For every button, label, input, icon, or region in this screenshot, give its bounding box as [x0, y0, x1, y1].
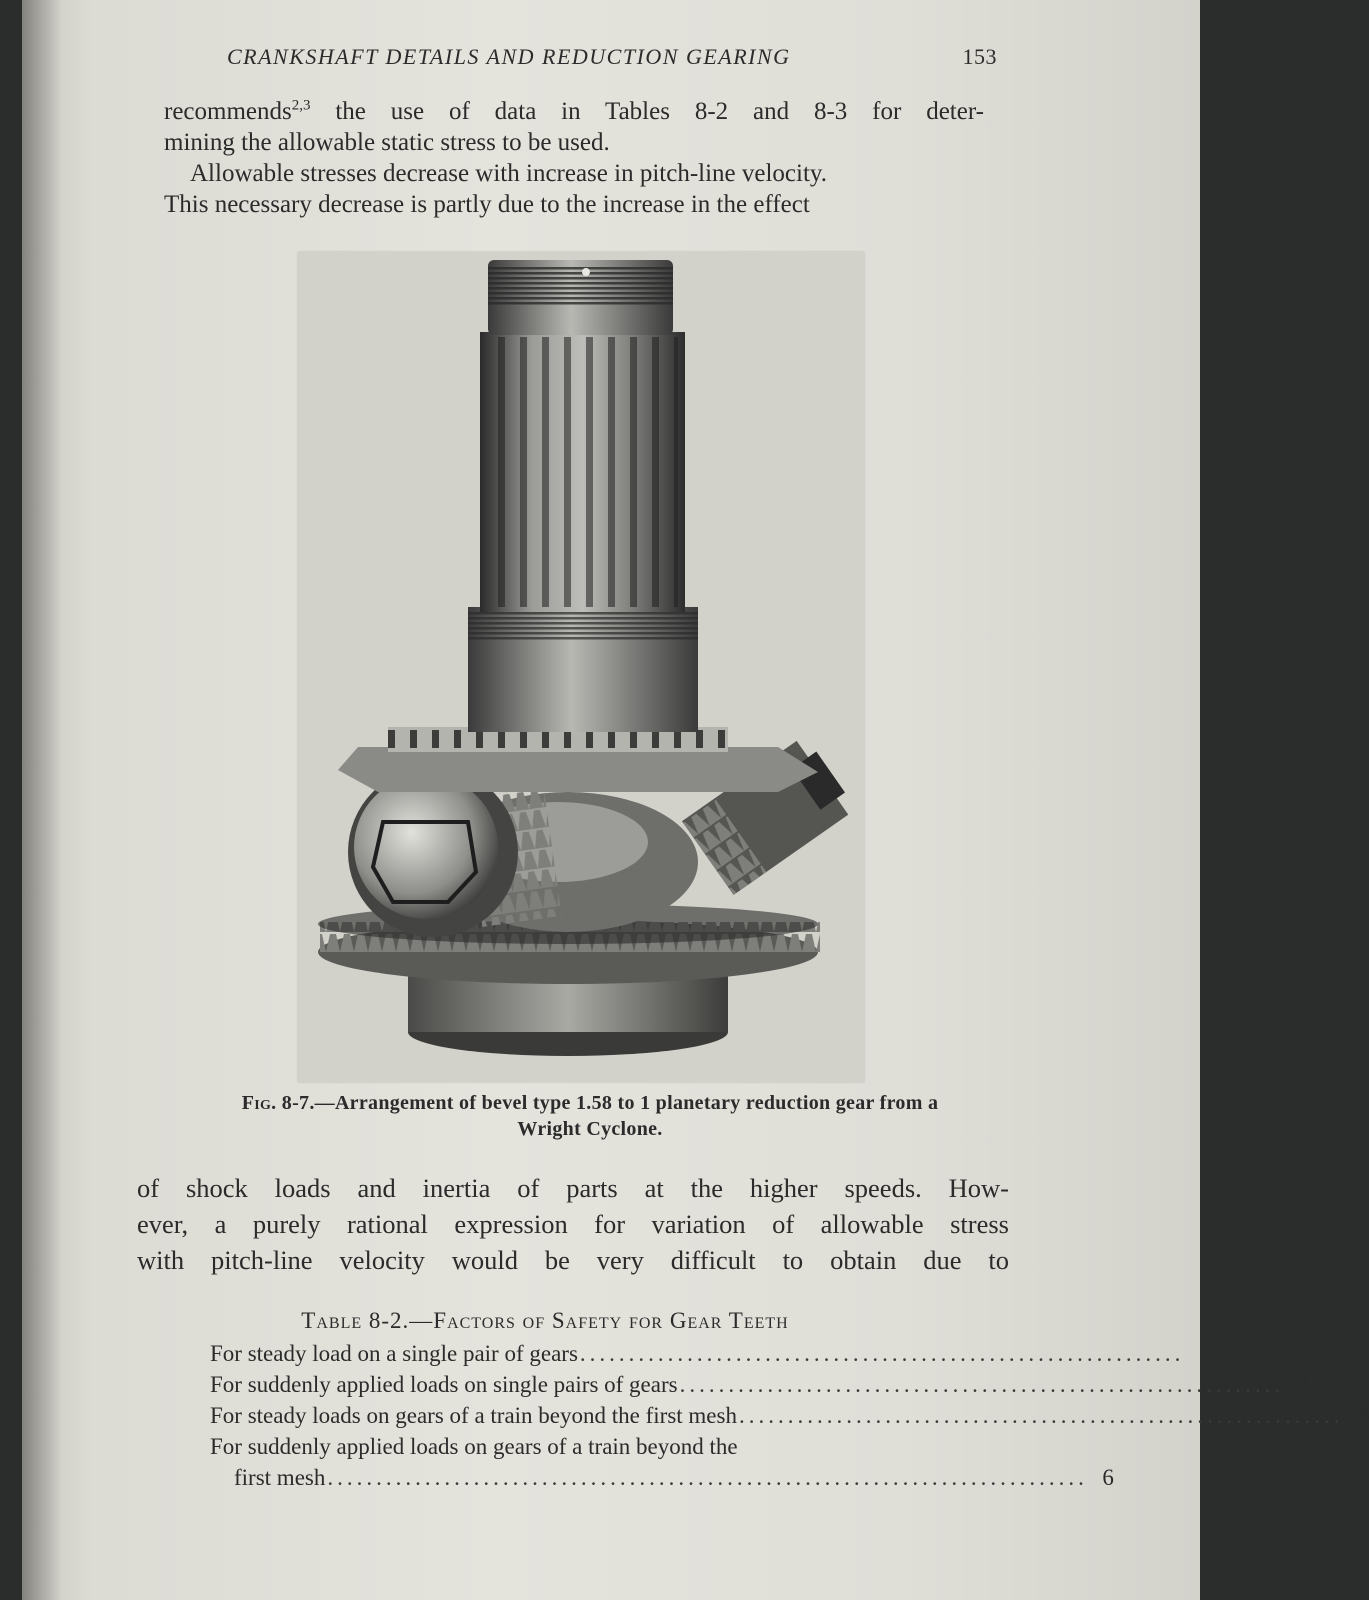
page-number: 153	[962, 44, 997, 69]
planetary-gear-illustration	[298, 252, 864, 1082]
caption-text-line2: Wright Cyclone.	[517, 1118, 663, 1140]
figure-label: Fig. 8-7.	[241, 1092, 315, 1114]
caption-text: —Arrangement of bevel type 1.58 to 1 planetary reduction gear from a	[314, 1092, 939, 1114]
row-value: 4	[1298, 1372, 1311, 1397]
running-header	[227, 44, 997, 70]
text-line: mining the allowable static stress to be used.	[164, 129, 610, 156]
row-value: 6	[1102, 1465, 1114, 1490]
leader-dots: ..............................................................	[679, 1372, 1285, 1397]
row-label-cont: first mesh	[234, 1465, 326, 1490]
text-line: ever, a purely rational expression for variation of allowable stress	[137, 1209, 1009, 1239]
safety-factor-table	[210, 1305, 1369, 1493]
text-line: Allowable stresses decrease with increase in pitch-line velocity.	[190, 160, 828, 187]
text-line: of shock loads and inertia of parts at the higher speeds. How-	[137, 1173, 1009, 1203]
table-row	[210, 1338, 1211, 1369]
top-paragraph	[164, 96, 984, 220]
leader-dots: ..............................................................................	[327, 1465, 1088, 1490]
bottom-paragraph	[137, 1170, 1009, 1278]
row-label: For steady load on a single pair of gears	[210, 1341, 578, 1366]
table-row-continuation	[210, 1462, 1114, 1493]
figure-caption	[140, 1090, 1040, 1142]
text-line: This necessary decrease is partly due to the increase in the effect	[164, 191, 810, 218]
leader-dots: ..............................................................	[579, 1341, 1185, 1366]
row-label: For suddenly applied loads on gears of a train beyond the	[210, 1434, 738, 1459]
row-label: For steady loads on gears of a train beyond the first mesh	[210, 1403, 737, 1428]
table-row	[210, 1369, 1311, 1400]
row-label: For suddenly applied loads on single pairs of gears	[210, 1372, 678, 1397]
leader-dots: ..............................................................	[738, 1403, 1344, 1428]
row-value: 3	[1198, 1341, 1211, 1366]
book-page	[22, 0, 1369, 1600]
footnote-ref: 2,3	[291, 97, 311, 114]
row-value: 5	[1357, 1403, 1369, 1428]
text-line: recommends$^{2,3}$ the use of data in Tables 8-2 and 8-3 for deter-	[164, 97, 984, 125]
running-title: CRANKSHAFT DETAILS AND REDUCTION GEARING	[227, 44, 791, 69]
first-word: recommends	[164, 98, 292, 125]
spine-shadow	[22, 0, 62, 1600]
table-title: Table 8-2.—Factors of Safety for Gear Teeth	[301, 1308, 789, 1333]
text-line: with pitch-line velocity would be very difficult to obtain due to	[137, 1245, 1009, 1275]
table-row	[210, 1431, 910, 1462]
gear-photograph	[298, 252, 864, 1082]
table-row	[210, 1400, 1369, 1431]
